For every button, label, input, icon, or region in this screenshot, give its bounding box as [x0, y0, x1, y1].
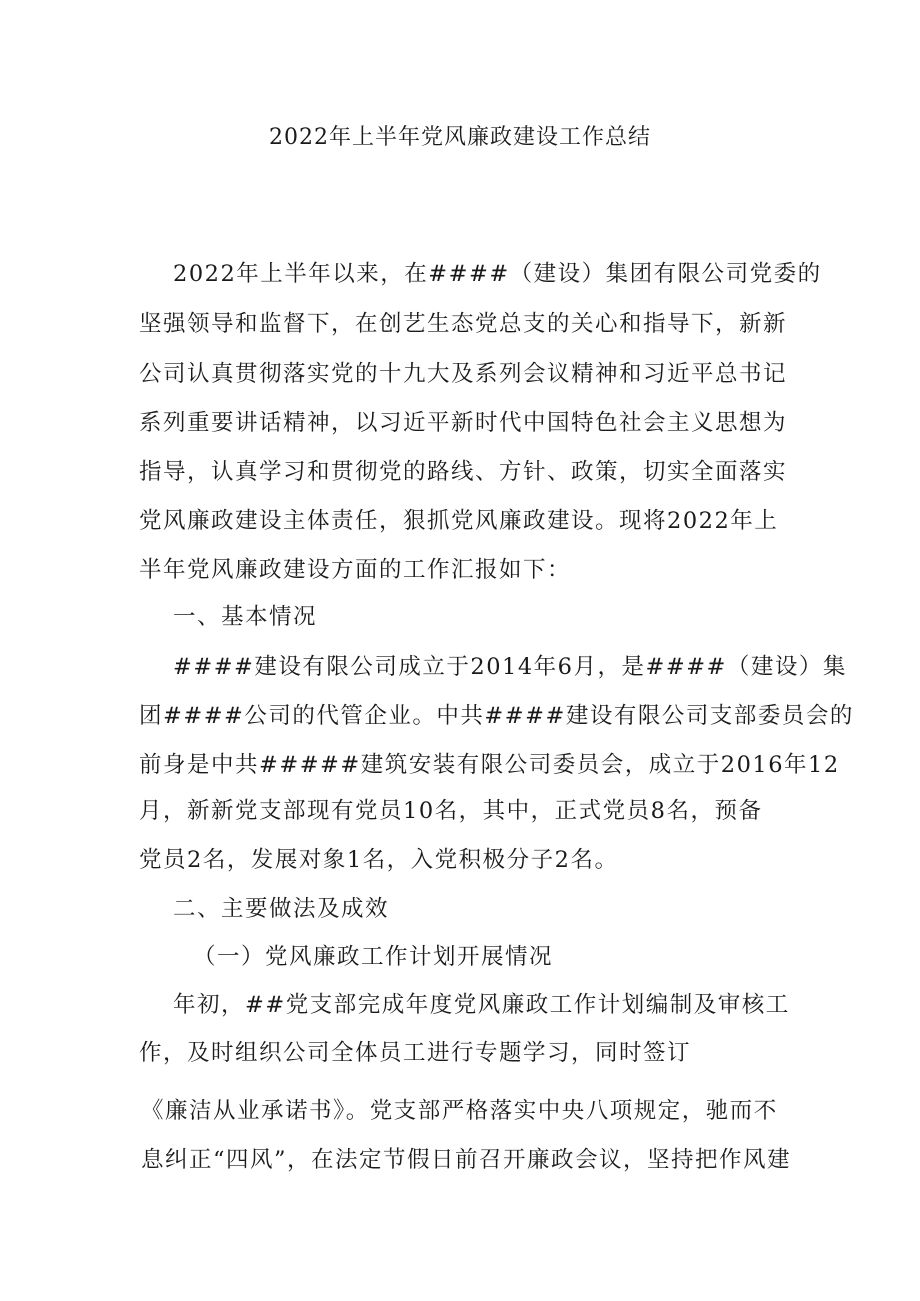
paragraph-line: 系列重要讲话精神，以习近平新时代中国特色社会主义思想为 [139, 410, 788, 436]
paragraph-line: 前身是中共#####建筑安装有限公司委员会，成立于2016年12 [139, 752, 840, 778]
paragraph-line: 坚强领导和监督下，在创艺生态党总支的关心和指导下，新新 [139, 311, 788, 337]
paragraph-line: 公司认真贯彻落实党的十九大及系列会议精神和习近平总书记 [139, 361, 788, 387]
paragraph-line: 团####公司的代管企业。中共####建设有限公司支部委员会的 [139, 703, 854, 729]
paragraph-line: 半年党风廉政建设方面的工作汇报如下： [139, 557, 572, 583]
paragraph-line: 作，及时组织公司全体员工进行专题学习，同时签订 [139, 1040, 692, 1066]
document-title: 2022年上半年党风廉政建设工作总结 [269, 125, 651, 150]
section-heading: 二、主要做法及成效 [173, 896, 390, 922]
paragraph-line: 党员2名，发展对象1名，入党积极分子2名。 [139, 847, 619, 873]
section-heading: 一、基本情况 [173, 604, 318, 630]
paragraph-line: ####建设有限公司成立于2014年6月，是####（建设）集 [173, 654, 847, 680]
paragraph-line: 指导，认真学习和贯彻党的路线、方针、政策，切实全面落实 [139, 459, 788, 485]
paragraph-line: 2022年上半年以来，在####（建设）集团有限公司党委的 [173, 261, 822, 287]
paragraph-line: 息纠正“四风”，在法定节假日前召开廉政会议，坚持把作风建 [141, 1147, 792, 1173]
paragraph-line: 月，新新党支部现有党员10名，其中，正式党员8名，预备 [139, 798, 763, 824]
paragraph-line: 党风廉政建设主体责任，狠抓党风廉政建设。现将2022年上 [139, 508, 779, 534]
subsection-heading: （一）党风廉政工作计划开展情况 [193, 944, 554, 970]
paragraph-line: 年初，##党支部完成年度党风廉政工作计划编制及审核工 [173, 992, 790, 1018]
paragraph-line: 《廉洁从业承诺书》。党支部严格落实中央八项规定，驰而不 [141, 1098, 778, 1124]
